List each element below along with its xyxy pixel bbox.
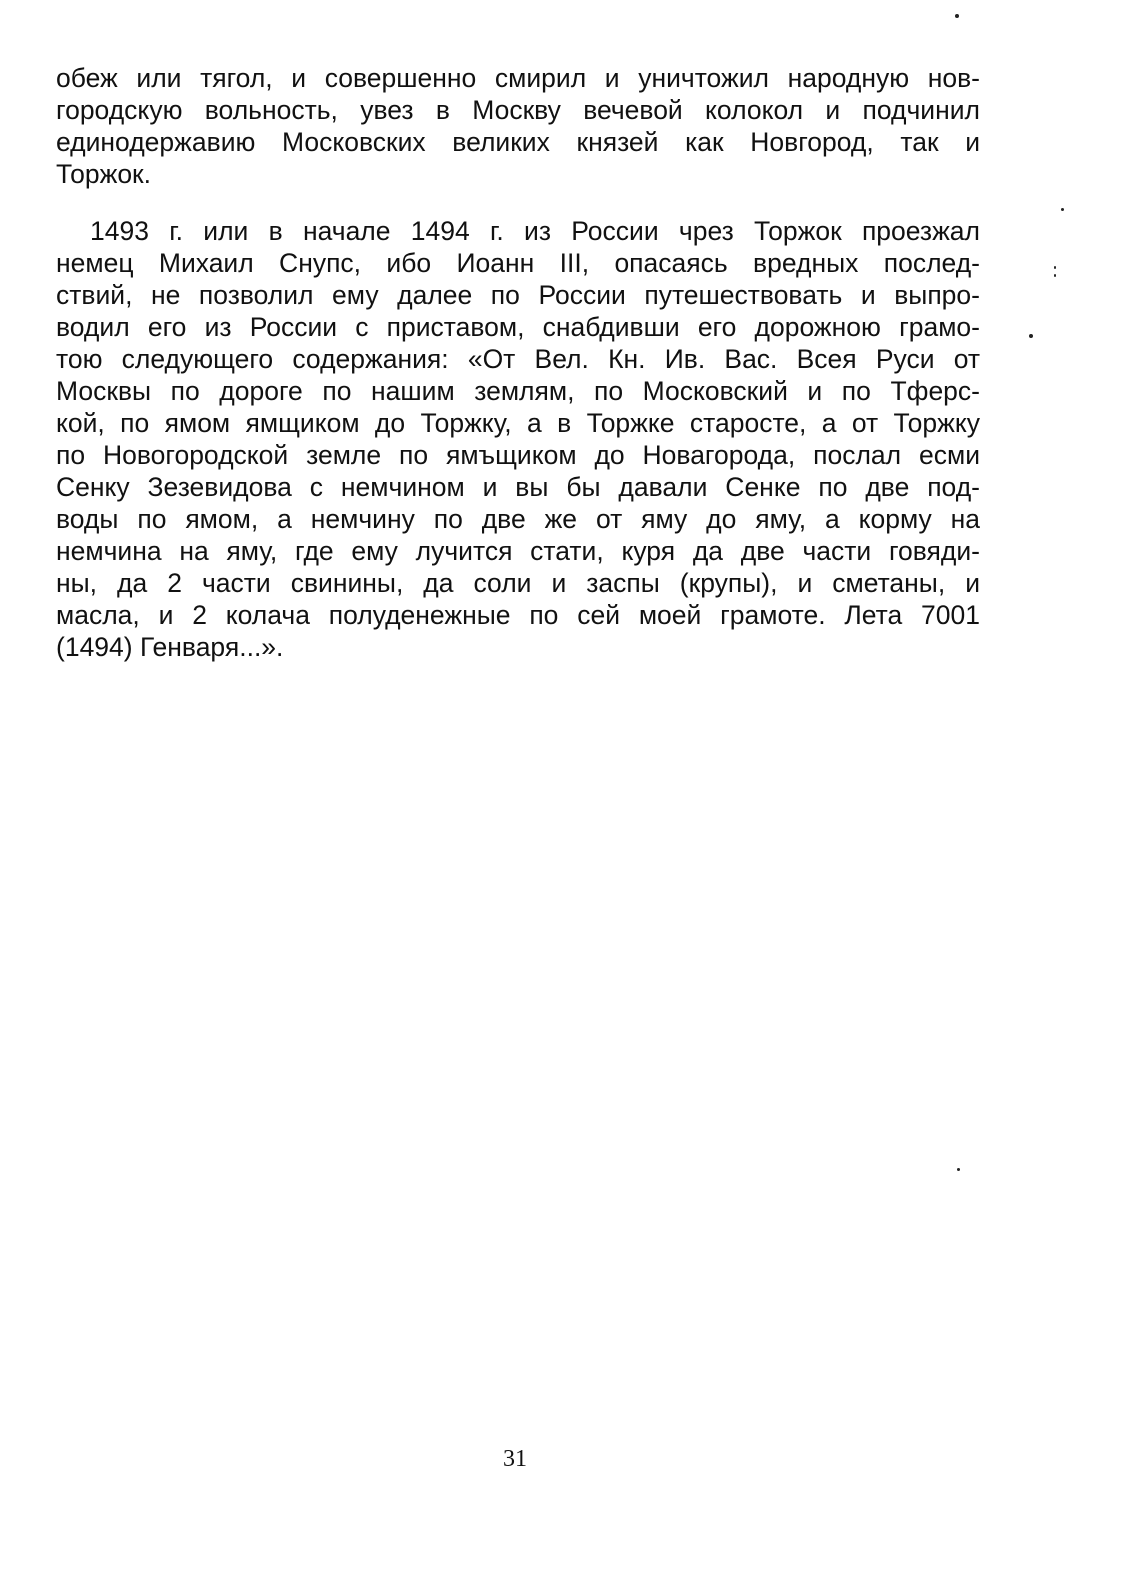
scan-speck — [1054, 266, 1056, 269]
text-line: Москвы по дороге по нашим землям, по Московский и по Тферс- — [56, 376, 980, 406]
text-line: обеж или тягол, и совершенно смирил и уничтожил народную нов- — [56, 63, 980, 93]
text-line: немец Михаил Снупс, ибо Иоанн III, опасаясь вредных послед- — [56, 248, 980, 278]
scan-speck — [1054, 274, 1056, 277]
text-line: немчина на яму, где ему лучится стати, куря да две части говяди- — [56, 536, 980, 566]
scan-speck — [955, 14, 959, 18]
text-line: (1494) Генваря...». — [56, 632, 284, 662]
text-line: кой, по ямом ямщиком до Торжку, а в Торжке старосте, а от Торжку — [56, 408, 980, 438]
text-line: ны, да 2 части свинины, да соли и заспы (крупы), и сметаны, и — [56, 568, 980, 598]
text-line: тою следующего содержания: «От Вел. Кн. Ив. Вас. Всея Руси от — [56, 344, 980, 374]
text-line: по Новогородской земле по ямъщиком до Новагорода, послал есми — [56, 440, 980, 470]
text-line: единодержавию Московских великих князей как Новгород, так и — [56, 127, 980, 157]
text-line: городскую вольность, увез в Москву вечевой колокол и подчинил — [56, 95, 980, 125]
text-line: воды по ямом, а немчину по две же от яму до яму, а корму на — [56, 504, 980, 534]
text-line: Сенку Зезевидова с немчином и вы бы давали Сенке по две под- — [56, 472, 980, 502]
scan-speck — [957, 1168, 960, 1171]
text-line: ствий, не позволил ему далее по России путешествовать и выпро- — [56, 280, 980, 310]
text-line: 1493 г. или в начале 1494 г. из России чрез Торжок проезжал — [90, 216, 980, 246]
scan-speck — [1061, 208, 1064, 211]
scan-speck — [1029, 334, 1033, 338]
text-line: масла, и 2 колача полуденежные по сей моей грамоте. Лета 7001 — [56, 600, 980, 630]
text-line: Торжок. — [56, 159, 152, 189]
text-line: водил его из России с приставом, снабдивши его дорожною грамо- — [56, 312, 980, 342]
page-number: 31 — [503, 1446, 527, 1472]
